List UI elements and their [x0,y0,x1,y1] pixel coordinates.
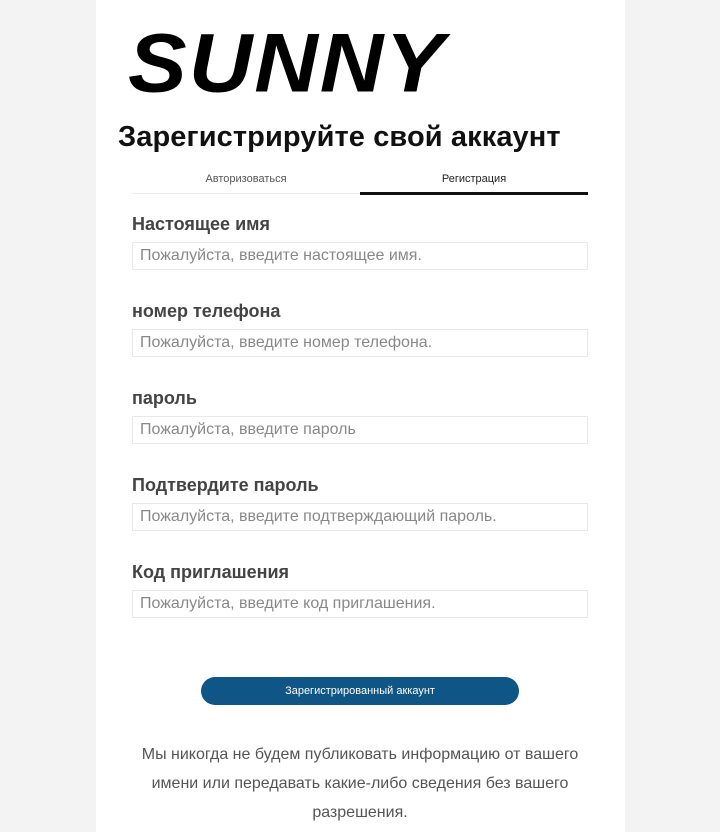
auth-tabs [132,168,588,194]
tab-register[interactable]: Регистрация [360,168,588,194]
invite-code-label: Код приглашения [132,562,290,582]
invite-code-field-group [132,560,588,618]
register-account-button[interactable]: Зарегистрированный аккаунт [201,677,519,705]
real-name-input[interactable] [132,242,588,270]
confirm-password-label: Подтвердите пароль [132,475,319,495]
phone-label: номер телефона [132,301,281,321]
password-label: пароль [132,388,197,408]
real-name-label: Настоящее имя [132,214,270,234]
phone-input[interactable] [132,329,588,357]
phone-field-group [132,299,588,357]
invite-code-input[interactable] [132,590,588,618]
confirm-password-field-group [132,473,588,531]
privacy-notice: Мы никогда не будем публиковать информацию от вашего имени или передавать какие-либо сведения без вашего разрешения. [141,746,579,821]
password-input[interactable] [132,416,588,444]
password-field-group [132,386,588,444]
sunny-logo: SUNNY [128,15,447,110]
page-title: Зарегистрируйте свой аккаунт [118,121,561,153]
real-name-field-group [132,212,588,270]
confirm-password-input[interactable] [132,503,588,531]
tab-login[interactable]: Авторизоваться [132,168,360,194]
